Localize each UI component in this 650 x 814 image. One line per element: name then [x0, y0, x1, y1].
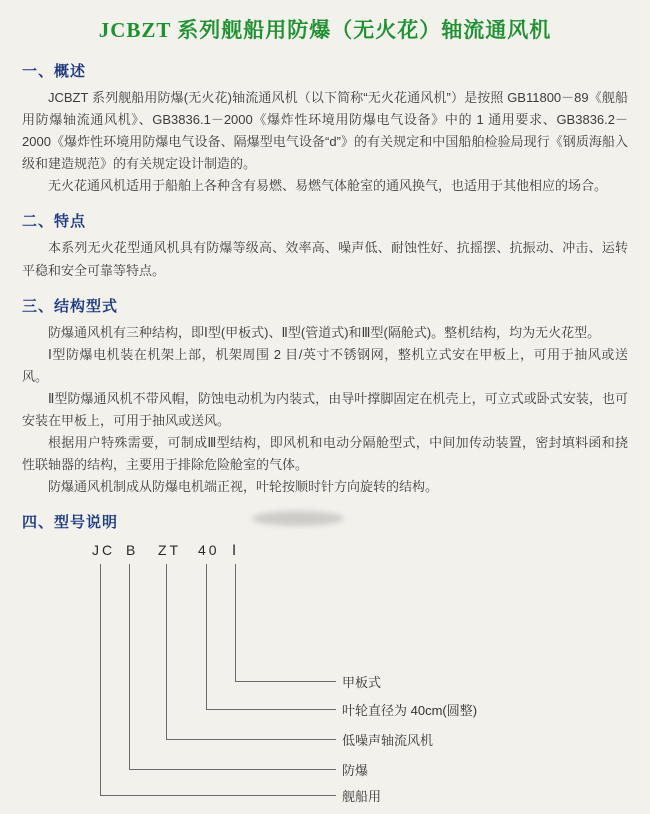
structure-paragraph-2: Ⅰ型防爆电机装在机架上部，机架周围 2 目/英寸不锈钢网，整机立式安在甲板上，可用于抽风或送风。: [22, 346, 628, 384]
section-heading-structure: 三、结构型式: [22, 297, 119, 315]
section-heading-features: 二、特点: [22, 213, 87, 231]
model-label-low-noise-axial: 低噪声轴流风机: [342, 733, 434, 749]
section-model-designation: [22, 511, 628, 810]
structure-paragraph-4: 根据用户特殊需要，可制成Ⅲ型结构，即风机和电动分隔舱型式，中间加传动装置，密封填料函和挠性联轴器的结构，主要用于排除危险舱室的气体。: [22, 435, 628, 473]
section-overview: [22, 60, 628, 197]
features-paragraph-1: 本系列无火花型通风机具有防爆等级高、效率高、噪声低、耐蚀性好、抗摇摆、抗振动、冲击、运转平稳和安全可靠等特点。: [22, 240, 628, 278]
model-code-part-b: B: [126, 542, 139, 559]
page-title: JCBZT 系列舰船用防爆（无火花）轴流通风机: [98, 18, 552, 42]
model-code-diagram: [22, 542, 628, 810]
section-heading-overview: 一、概述: [22, 63, 87, 80]
model-label-impeller-diameter: 叶轮直径为 40cm(圆整): [342, 703, 478, 719]
model-label-explosion-proof: 防爆: [342, 763, 369, 779]
structure-paragraph-3: Ⅱ型防爆通风机不带风帽，防蚀电动机为内装式，由导叶撑脚固定在机壳上，可立式或卧式安装，也可安装在甲板上，可用于抽风或送风。: [22, 390, 628, 429]
model-code-part-type: Ⅰ: [232, 542, 240, 559]
model-label-deck-type: 甲板式: [342, 675, 382, 691]
model-label-marine-use: 舰船用: [342, 789, 382, 805]
section-heading-model: 四、型号说明: [22, 514, 119, 532]
structure-paragraph-1: 防爆通风机有三种结构，即Ⅰ型(甲板式)、Ⅱ型(管道式)和Ⅲ型(隔舱式)。整机结构，均为无火花型。: [48, 324, 601, 340]
connector-line-marine-use: [100, 564, 336, 796]
overview-paragraph-1: JCBZT 系列舰船用防爆(无火花)轴流通风机（以下简称“无火花通风机”）是按照 GB11800－89《舰船用防爆轴流通风机》、GB3836.1－2000《爆炸性环境用防爆电气设备》中的 1 通用要求、GB3836.2－2000《爆炸性环境用防爆电气设备、隔爆型电气设备“d”》的有关规定和中国船舶检验局现行《钢质海船入级和建造规范》的有关规定设计制造的。: [22, 90, 628, 172]
model-code-part-40: 40: [198, 542, 220, 559]
section-structure: [22, 295, 628, 499]
section-features: [22, 210, 628, 281]
structure-paragraph-5: 防爆通风机制成从防爆电机端正视，叶轮按顺时针方向旋转的结构。: [48, 479, 439, 495]
overview-paragraph-2: 无火花通风机适用于船舶上各种含有易燃、易燃气体舱室的通风换气，也适用于其他相应的场合。: [48, 178, 608, 194]
model-code-part-jc: JC: [92, 542, 116, 559]
model-code-part-zt: ZT: [158, 542, 182, 559]
